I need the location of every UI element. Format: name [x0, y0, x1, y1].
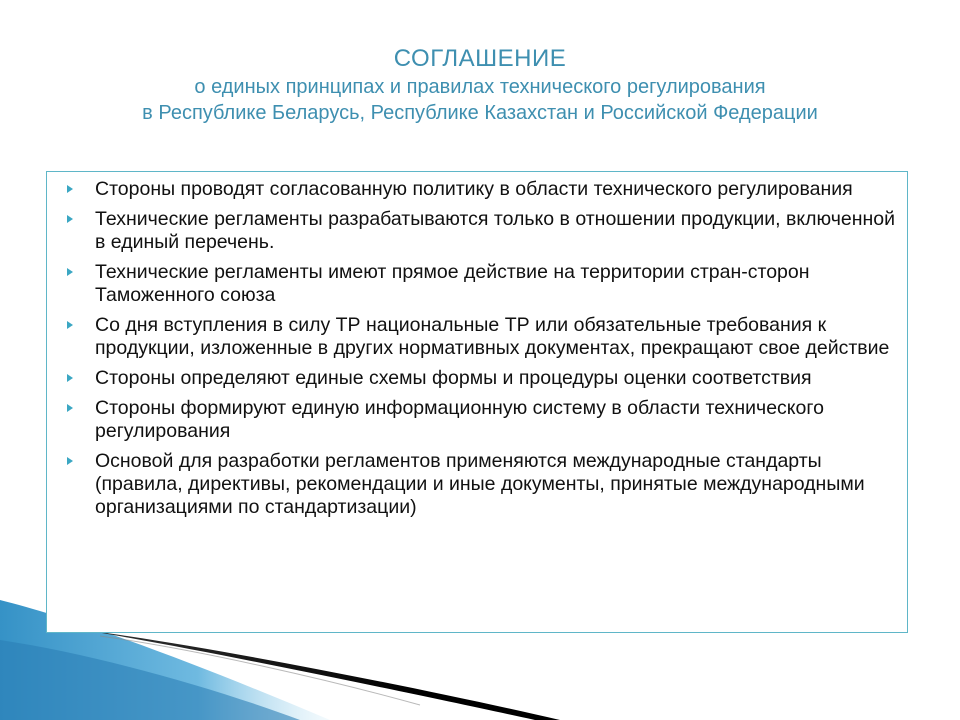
triangle-right-icon	[67, 457, 73, 465]
bullet-list	[47, 172, 907, 519]
list-item	[67, 178, 897, 201]
title-subtitle-line-2: в Республике Беларусь, Республике Казахстан и Российской Федерации	[142, 102, 818, 124]
list-item	[67, 397, 897, 443]
triangle-right-icon	[67, 185, 73, 193]
triangle-right-icon	[67, 321, 73, 329]
bullet-text: Стороны определяют единые схемы формы и процедуры оценки соответствия	[95, 367, 812, 389]
triangle-right-icon	[67, 404, 73, 412]
list-item	[67, 261, 897, 307]
title-subtitle-line-1: о единых принципах и правилах технического регулирования	[194, 76, 766, 98]
bullet-text: Технические регламенты разрабатываются только в отношении продукции, включенной в единый перечень.	[95, 208, 895, 253]
list-item	[67, 314, 897, 360]
list-item	[67, 450, 897, 519]
bullet-text: Основой для разработки регламентов применяются международные стандарты (правила, директивы, рекомендации и иные документы, принятые международными организациями по стандартизации)	[95, 450, 865, 518]
bullet-text: Стороны проводят согласованную политику в области технического регулирования	[95, 178, 853, 200]
content-box	[46, 171, 908, 633]
list-item	[67, 367, 897, 390]
triangle-right-icon	[67, 268, 73, 276]
triangle-right-icon	[67, 215, 73, 223]
slide-title	[0, 44, 960, 126]
triangle-right-icon	[67, 374, 73, 382]
title-main: СОГЛАШЕНИЕ	[393, 45, 567, 72]
list-item	[67, 208, 897, 254]
bullet-text: Технические регламенты имеют прямое действие на территории стран-сторон Таможенного союза	[95, 261, 810, 306]
bullet-text: Стороны формируют единую информационную систему в области технического регулирования	[95, 397, 824, 442]
bullet-text: Со дня вступления в силу ТР национальные ТР или обязательные требования к продукции, изложенные в других нормативных документах, прекращают свое действие	[95, 314, 890, 359]
